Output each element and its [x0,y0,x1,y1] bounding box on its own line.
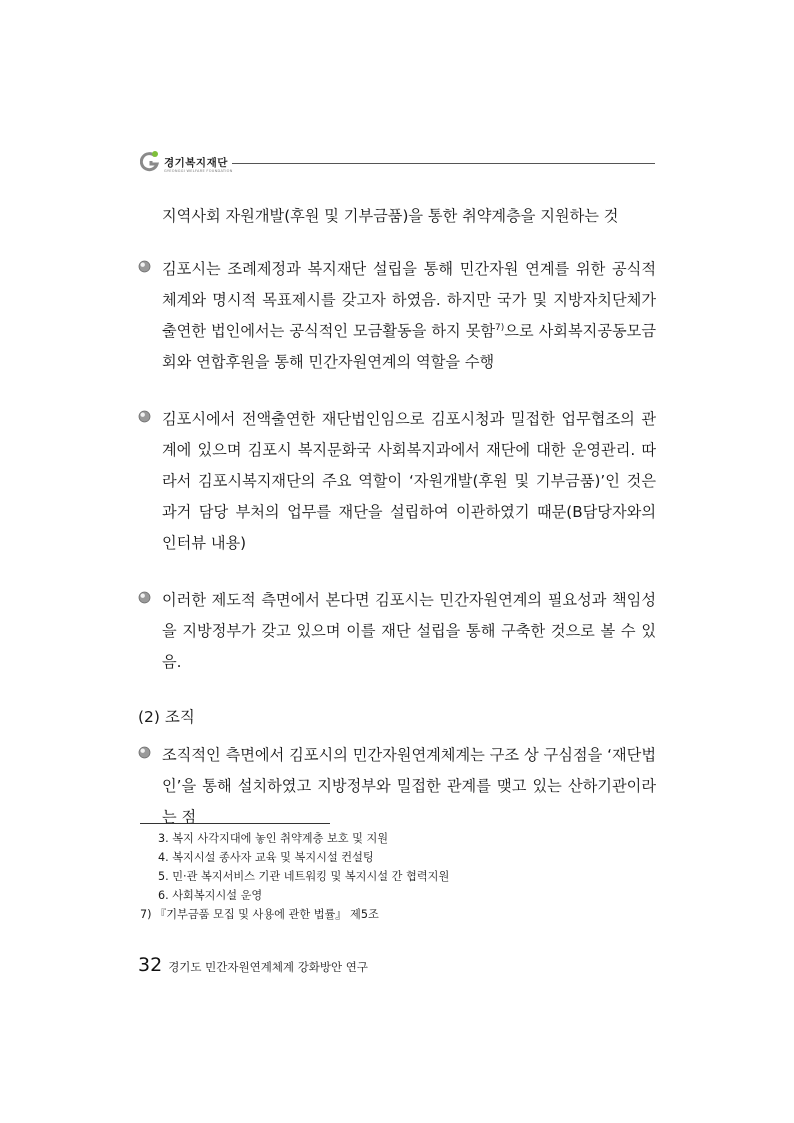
sphere-bullet-icon [138,746,151,759]
sphere-bullet-icon [138,591,151,604]
bullet-item [136,404,656,559]
header-rule [232,163,655,164]
sphere-bullet-icon [138,410,151,423]
gyeonggi-welfare-logo-icon [140,150,160,172]
footnote-list-item: 4. 복지시설 종사자 교육 및 복지시설 컨설팅 [158,851,374,864]
logo-subtitle: GYEONGGI WELFARE FOUNDATION [164,169,233,173]
bullet-item [136,254,656,378]
footnote-reference[interactable]: 7) [495,322,505,333]
footnote-list-item: 3. 복지 사각지대에 놓인 취약계층 보호 및 지원 [158,832,389,845]
logo-name: 경기복지재단 [164,157,228,169]
footnote-list-item: 5. 민·관 복지서비스 기관 네트워킹 및 복지시설 간 협력지원 [158,870,450,883]
bullet-text-part: 으로 사회복지공동모금회와 연합후원을 통해 민간자원연계의 역할을 수행 [162,322,656,371]
body-content [136,204,656,833]
page-footer [138,954,368,976]
running-header [140,150,655,180]
bullet-item [136,740,656,833]
bullet-text: 김포시에서 전액출연한 재단법인임으로 김포시청과 밀접한 업무협조의 관계에 있으며 김포시 복지문화국 사회복지과에서 재단에 대한 운영관리. 따라서 김포시복지재단의 주요 역할이 ‘자원개발(후원 및 기부금품)’인 것은 과거 담당 부처의 업무를 재단을 설립하여 이관하였기 때문(B담당자와의 인터뷰 내용) [162,410,656,552]
bullet-text: 조직적인 측면에서 김포시의 민간자원연계체계는 구조 상 구심점을 ‘재단법인’을 통해 설치하였고 지방정부와 밀접한 관계를 맺고 있는 산하기관이라는 점 [162,746,656,826]
footnote-list-item: 6. 사회복지시설 운영 [158,889,263,902]
bullet-item [136,585,656,678]
report-title: 경기도 민간자원연계체계 강화방안 연구 [168,960,369,974]
footnote-7: 7) 『기부금품 모집 및 사용에 관한 법률』 제5조 [140,908,379,921]
bullet-text-part: 김포시는 조례제정과 복지재단 설립을 통해 민간자원 연계를 위한 공식적 체계와 명시적 목표제시를 갖고자 하였음. 하지만 국가 및 지방자치단체가 출연한 법인에서는 공식적인 모금활동을 하지 못함 [162,260,656,340]
footnote-divider [140,823,330,824]
footnotes [140,829,640,924]
section-heading: (2) 조직 [138,708,195,726]
page-number: 32 [138,954,163,976]
bullet-text [162,254,656,378]
bullet-text: 이러한 제도적 측면에서 본다면 김포시는 민간자원연계의 필요성과 책임성을 지방정부가 갖고 있으며 이를 재단 설립을 통해 구축한 것으로 볼 수 있음. [162,591,656,671]
sphere-bullet-icon [138,260,151,273]
intro-line: 지역사회 자원개발(후원 및 기부금품)을 통한 취약계층을 지원하는 것 [162,207,619,225]
